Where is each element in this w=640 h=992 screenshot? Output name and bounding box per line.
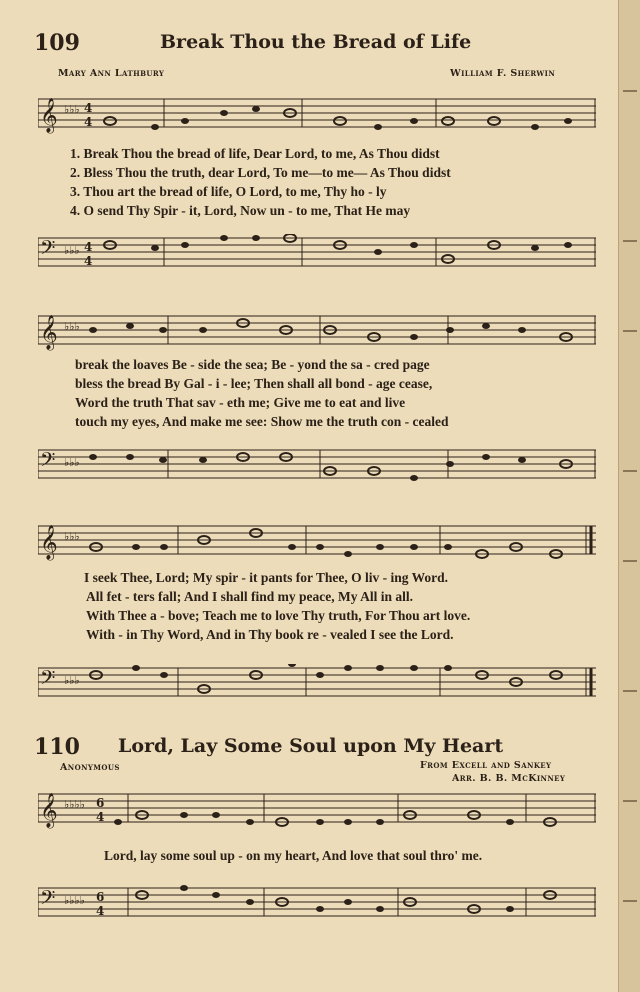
svg-text:4: 4 (96, 810, 105, 824)
music-credit: From Excell and Sankey (420, 760, 552, 771)
staff-lines (38, 312, 596, 352)
svg-text:♭♭♭: ♭♭♭ (64, 674, 80, 687)
lyric-line: 1. Break Thou the bread of life, Dear Lord, to me, As Thou didst (70, 146, 440, 161)
treble-staff (38, 312, 596, 350)
svg-text:♭♭♭♭: ♭♭♭♭ (64, 798, 85, 811)
lyric-line: With Thee a - bove; Teach me to love Thy truth, For Thou art love. (86, 608, 471, 623)
svg-text:𝄢: 𝄢 (40, 236, 56, 264)
svg-text:4: 4 (96, 904, 105, 918)
svg-text:𝄢: 𝄢 (40, 666, 56, 694)
svg-text:♭♭♭♭: ♭♭♭♭ (64, 894, 85, 907)
words-credit: Mary Ann Lathbury (58, 68, 165, 79)
svg-text:𝄢: 𝄢 (40, 448, 56, 476)
hymn-number: 110 (34, 734, 80, 760)
lyric-line: 3. Thou art the bread of life, O Lord, to me, Thy ho - ly (70, 184, 387, 199)
svg-text:4: 4 (84, 240, 93, 254)
staff-lines (38, 95, 596, 135)
bass-staff (38, 446, 596, 480)
music-credit: William F. Sherwin (450, 68, 556, 79)
lyric-line: bless the bread By Gal - i - lee; Then shall all bond - age cease, (75, 376, 433, 391)
svg-text:6: 6 (96, 890, 105, 904)
lyric-line: All fet - ters fall; And I shall find my peace, My All in all. (86, 589, 413, 604)
hymn-title: Break Thou the Bread of Life (160, 31, 472, 53)
page-edge-mark (623, 690, 637, 692)
treble-staff (38, 790, 596, 828)
lyric-line: touch my eyes, And make me see: Show me the truth con - cealed (75, 414, 449, 429)
lyric-line: Lord, lay some soul up - on my heart, And love that soul thro' me. (104, 848, 483, 863)
lyric-line: I seek Thee, Lord; My spir - it pants for Thee, O liv - ing Word. (84, 570, 449, 585)
page-edge-mark (623, 240, 637, 242)
svg-text:4: 4 (84, 254, 93, 268)
bass-staff (38, 884, 596, 918)
svg-text:𝄞: 𝄞 (40, 98, 58, 133)
arranger-credit: Arr. B. B. McKinney (452, 773, 566, 784)
lyric-line: Word the truth That sav - eth me; Give me to eat and live (75, 395, 406, 410)
svg-text:𝄞: 𝄞 (40, 793, 58, 828)
staff-lines (38, 790, 596, 830)
svg-text:♭♭♭: ♭♭♭ (64, 456, 80, 469)
staff-lines (38, 664, 596, 704)
treble-staff (38, 522, 596, 560)
bass-staff (38, 664, 596, 698)
page-edge-mark (623, 90, 637, 92)
svg-text:4: 4 (84, 115, 93, 129)
svg-text:6: 6 (96, 796, 105, 810)
staff-lines (38, 446, 596, 486)
staff-lines (38, 234, 596, 274)
hymn-number: 109 (34, 30, 80, 56)
page-edge-mark (623, 470, 637, 472)
words-credit: Anonymous (60, 762, 120, 773)
page-edge-mark (623, 330, 637, 332)
page-edge-mark (623, 900, 637, 902)
lyric-line: With - in Thy Word, And in Thy book re - vealed I see the Lord. (86, 627, 454, 642)
adjacent-page-edge (618, 0, 640, 992)
bass-staff (38, 234, 596, 268)
treble-staff (38, 95, 596, 133)
lyric-line: break the loaves Be - side the sea; Be - yond the sa - cred page (75, 357, 430, 372)
svg-text:𝄞: 𝄞 (40, 525, 58, 560)
page-edge-mark (623, 560, 637, 562)
svg-text:♭♭♭: ♭♭♭ (64, 103, 80, 116)
lyric-line: 4. O send Thy Spir - it, Lord, Now un - to me, That He may (70, 203, 411, 218)
svg-text:4: 4 (84, 101, 93, 115)
svg-text:𝄢: 𝄢 (40, 886, 56, 914)
hymn-title: Lord, Lay Some Soul upon My Heart (118, 735, 504, 757)
page-edge-mark (623, 800, 637, 802)
svg-text:♭♭♭: ♭♭♭ (64, 244, 80, 257)
svg-text:♭♭♭: ♭♭♭ (64, 320, 80, 333)
svg-text:𝄞: 𝄞 (40, 315, 58, 350)
lyric-line: 2. Bless Thou the truth, dear Lord, To me—to me— As Thou didst (70, 165, 451, 180)
svg-text:♭♭♭: ♭♭♭ (64, 530, 80, 543)
staff-lines (38, 884, 596, 924)
staff-lines (38, 522, 596, 562)
